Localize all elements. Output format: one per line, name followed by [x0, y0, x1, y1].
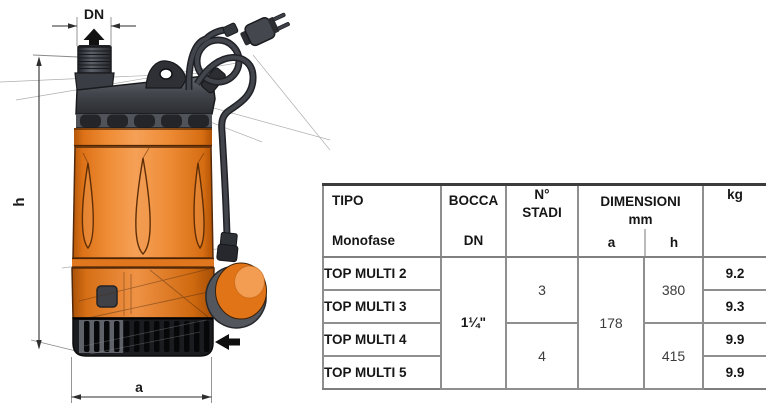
plug-prong: [277, 22, 290, 31]
col-header-bocca: [441, 185, 506, 257]
dim-a-value-cell: 178: [578, 257, 644, 389]
dim-h-header: h: [669, 234, 679, 250]
col-header-dimensioni: [578, 185, 703, 257]
dn-label: DN: [463, 232, 484, 248]
stadi-value-cell: 3: [506, 257, 578, 323]
model-cell: TOP MULTI 5: [323, 356, 441, 389]
kg-value-cell: 9.9: [703, 323, 766, 356]
h-dimension-label: h: [11, 197, 28, 207]
dim-h-value-cell: 415: [644, 323, 703, 389]
table-row: [323, 323, 766, 356]
col-header-kg: [703, 185, 766, 257]
dimensioni-label: DIMENSIONI: [600, 194, 681, 209]
intake-arrow: [215, 334, 240, 350]
stadi-label-line1: N°: [534, 187, 550, 202]
tipo-label: TIPO: [332, 193, 364, 208]
body-plate: [97, 286, 117, 307]
bocca-label: BOCCA: [448, 193, 499, 208]
model-cell: TOP MULTI 4: [323, 323, 441, 356]
a-dimension: [72, 357, 212, 403]
header-row: [323, 185, 766, 257]
pump: [72, 45, 227, 356]
kg-value-cell: 9.3: [703, 290, 766, 323]
dimensioni-unit-label: mm: [628, 211, 653, 227]
spec-table-wrap: [322, 183, 766, 390]
dn-dimension-label: DN: [83, 6, 105, 22]
strainer-base: [73, 318, 213, 356]
h-dimension: [11, 55, 80, 352]
casing-ring: [74, 128, 212, 147]
table-row: [323, 257, 766, 290]
dim-h-value-cell: 380: [644, 257, 703, 323]
pump-drawing-svg: [0, 0, 330, 407]
stadi-value-cell: 4: [506, 323, 578, 389]
bocca-value-cell: 1¼": [441, 257, 506, 389]
model-cell: TOP MULTI 3: [323, 290, 441, 323]
pump-technical-drawing: [0, 0, 330, 407]
flow-up-arrow: [84, 29, 105, 48]
body-ridge: [72, 258, 214, 268]
model-cell: TOP MULTI 2: [323, 257, 441, 290]
stadi-label-line2: STADI: [522, 204, 562, 220]
kg-value-cell: 9.9: [703, 356, 766, 389]
handle-hole: [160, 69, 172, 79]
pump-body: [73, 147, 213, 258]
dn-dimension: [52, 6, 136, 47]
monofase-label: Monofase: [332, 232, 396, 248]
col-header-tipo: [323, 185, 441, 257]
spec-table: [322, 183, 766, 390]
kg-value-cell: 9.2: [703, 257, 766, 290]
plug-prong: [272, 13, 285, 22]
dim-a-header: a: [607, 234, 616, 250]
col-header-stadi: [506, 185, 578, 257]
pump-lower-body: [72, 268, 214, 318]
kg-label: kg: [727, 187, 743, 202]
a-dimension-label: a: [135, 379, 143, 395]
discharge-port: [75, 45, 114, 90]
